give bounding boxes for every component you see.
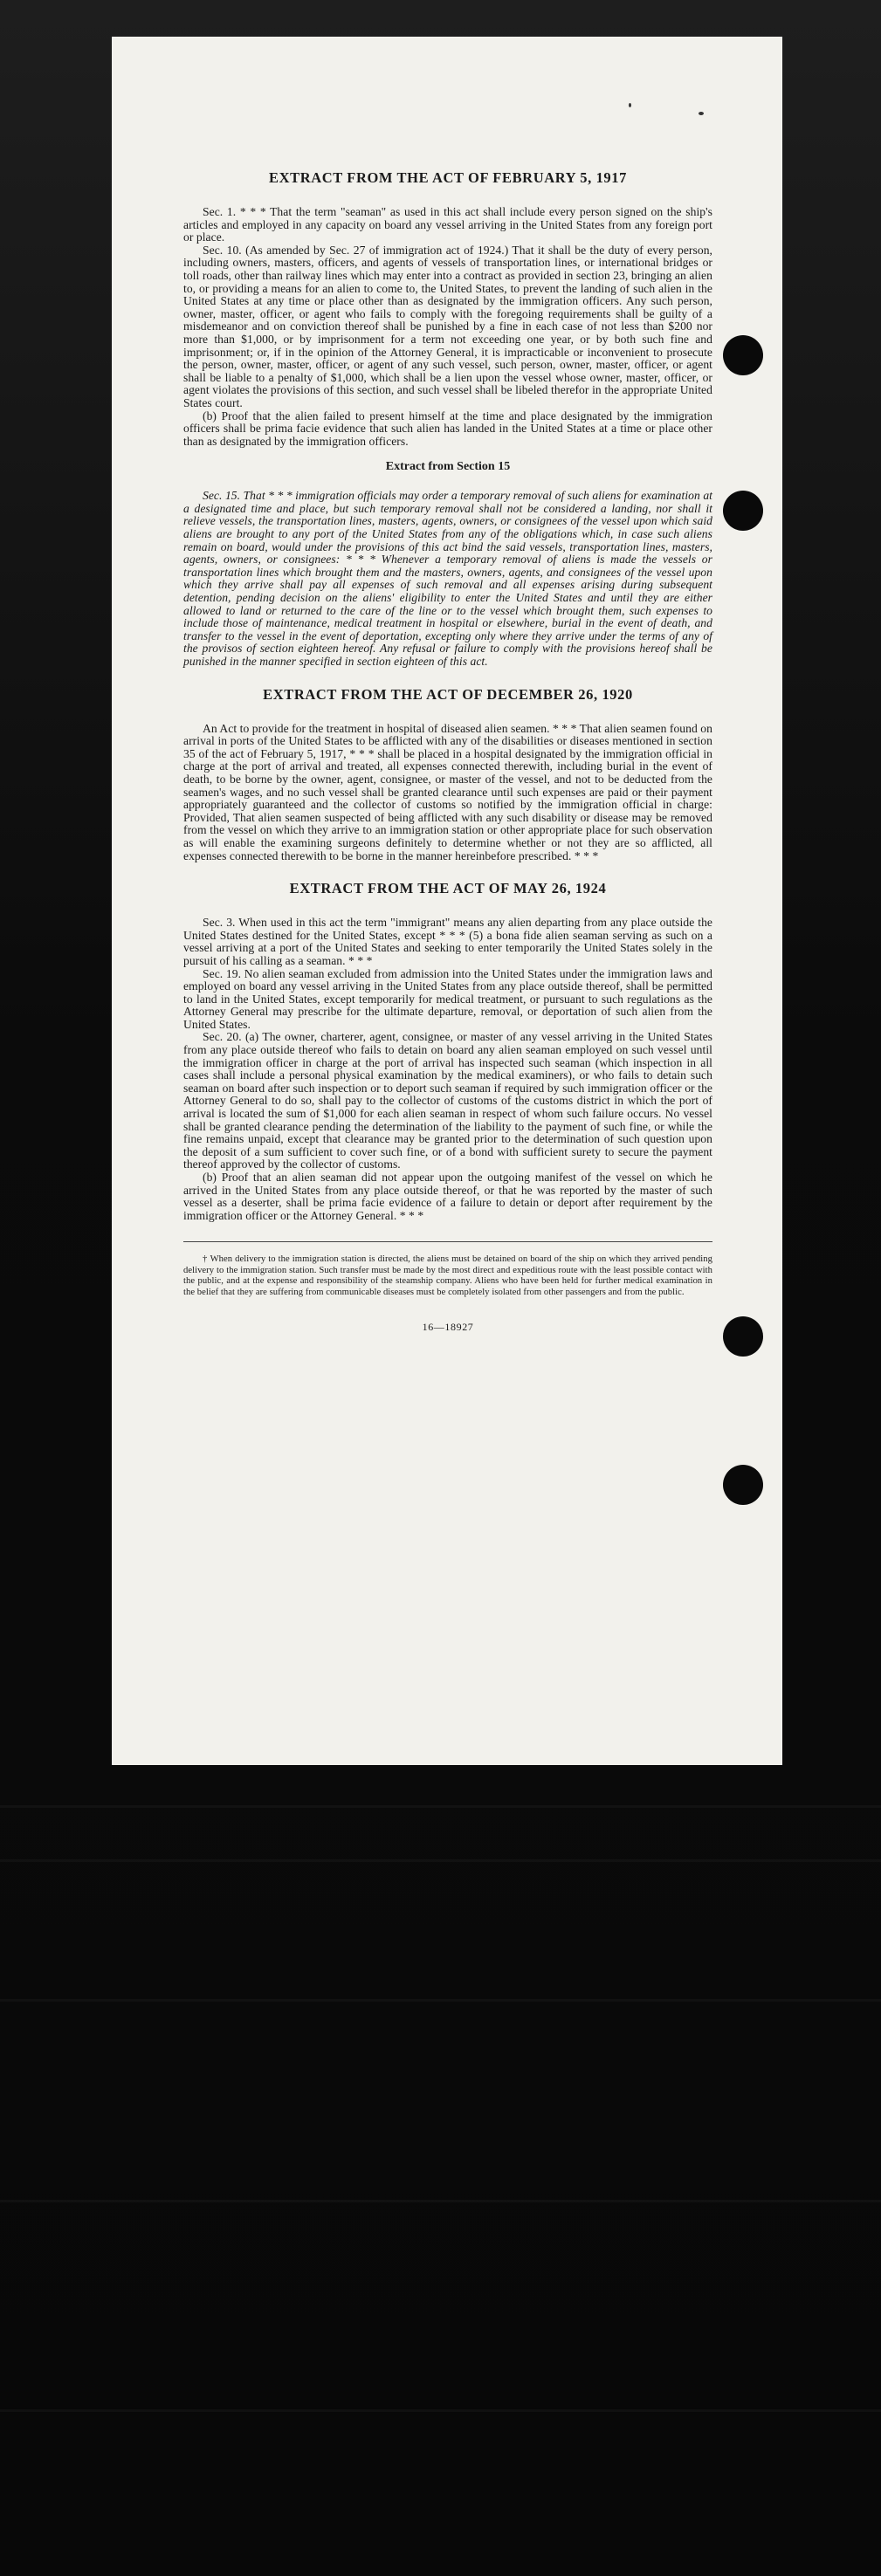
ink-speck [629,103,631,107]
footnote-divider [183,1241,712,1242]
heading-act-1924: EXTRACT FROM THE ACT OF MAY 26, 1924 [289,880,607,897]
paragraph-sec19-1924: Sec. 19. No alien seaman excluded from admission into the United States under the immigration laws and employed on board any vessel arriving in the United States from any place outside thereof, shall be permitted to land in the United States, except temporarily for medical treatment, or pursuant to such regulations as the Attorney General may prescribe for the ultimate departure, removal, or deportation of such alien from the United States. [183,966,712,1031]
document-page [112,37,782,1765]
heading-act-1920: EXTRACT FROM THE ACT OF DECEMBER 26, 1920 [263,685,633,703]
paragraph-sec3-1924: Sec. 3. When used in this act the term "immigrant" means any alien departing from any place outside the United States destined for the United States, except * * * (5) a bona fide alien seaman serving as such on a vessel arriving at a port of the United States and seeking to enter temporarily the United States solely in the pursuit of his calling as a seaman. * * * [183,916,712,967]
footnote: † When delivery to the immigration station is directed, the aliens must be detained on board of the ship on which they arrived pending delivery to the immigration station. Such transfer must be made by the most direct and expeditious route with the least possible contact with the public, and at the expense and responsibility of the steamship company. Aliens who have been held for further medical examination in the belief that they are suffering from communicable diseases must be completely isolated from other passengers and from the public. [183,1254,712,1297]
paragraph-proof-1917: (b) Proof that the alien failed to present himself at the time and place designated by the immigration officers shall be prima facie evidence that such alien has landed in the United States at a time or place other than as designated by the immigration officers. [183,409,712,448]
punch-hole [723,491,763,531]
ink-speck [699,112,704,115]
paragraph-sec20-1924: Sec. 20. (a) The owner, charterer, agent, consignee, or master of any vessel arriving in the United States from any place outside thereof who fails to detain on board any alien seaman employed on such vessel until the immigration officer in charge at the port of arrival has inspected such seaman (which inspection in all cases shall include a personal physical examination by the medical examiners), or who fails to detain such seaman on board after such inspection or to deport such seaman if required by such immigration officer or the Attorney General to do so, shall pay to the collector of customs of the customs district in which the port of arrival is located the sum of $1,000 for each alien seaman in respect of whom such failure occurs. No vessel shall be granted clearance pending the determination of the liability to the payment of such fine, or while the fine remains unpaid, except that clearance may be granted prior to the determination of such question upon the deposit of a sum sufficient to cover such fine, or of a bond with sufficient surety to secure the payment thereof approved by the collector of customs. [183,1030,712,1171]
page-number: 16—18927 [422,1321,474,1333]
paragraph-sec15: Sec. 15. That * * * immigration officials may order a temporary removal of such aliens for examination at a designated time and place, but such temporary removal shall not be considered a landing, nor shall it relieve vessels, the transportation lines, masters, agents, owners, or consignees of the vessel upon which said aliens are brought to any port of the United States from any of the obligations which, in case such aliens remain on board, would under the provisions of this act bind the said vessels, transportation lines, masters, agents, owners, or consignees: * * * Whenever a temporary removal of aliens is made the vessels or transportation lines which brought them and the masters, owners, agents, and consignees of the vessel upon which they arrive shall pay all expenses of such removal and all expenses arising during subsequent detention, pending decision on the aliens' eligibility to enter the United States and until they are either allowed to land or returned to the care of the line or to the vessel which brought them, such expenses to include those of maintenance, medical treatment in hospital or elsewhere, burial in the event of death, and transfer to the vessel in the event of deportation, excepting only where they arrive under the terms of any of the provisos of section eighteen hereof. Any refusal or failure to comply with the provisions hereof shall be punished in the manner specified in section eighteen of this act. [183,489,712,668]
paragraph-sec10-1917: Sec. 10. (As amended by Sec. 27 of immigration act of 1924.) That it shall be the duty of every person, including owners, masters, officers, and agents of vessels of transportation lines, or international bridges or toll roads, other than railway lines which may enter into a contract as provided in section 23, bringing an alien to, or providing a means for an alien to come to, the United States, to prevent the landing of such alien in the United States at any time or place other than as designated by the immigration officers. Any such person, owner, master, officer, or agent who fails to comply with the foregoing requirements shall be guilty of a misdemeanor and on conviction thereof shall be punished by a fine in each case of not less than $200 nor more than $1,000, or by imprisonment for a term not exceeding one year, or by both such fine and imprisonment; or, if in the opinion of the Attorney General, it is impracticable or inconvenient to prosecute the person, owner, master, officer, or agent of any such vessel, such person, owner, master, officer, or agent shall be liable to a penalty of $1,000, which shall be a lien upon the vessel whose owner, master, officer, or agent violates the provisions of this section, and such vessel shall be libeled therefor in the appropriate United States court. [183,243,712,409]
paragraph-proof-1924: (b) Proof that an alien seaman did not appear upon the outgoing manifest of the vessel on which he arrived in the United States from any place outside thereof, or that he was reported by the master of such vessel as a deserter, shall be prima facie evidence of a failure to detain or deport after requirement by the immigration officer or the Attorney General. * * * [183,1171,712,1222]
punch-hole [723,1465,763,1505]
punch-hole [723,1316,763,1357]
paragraph-sec1-1917: Sec. 1. * * * That the term "seaman" as used in this act shall include every person signed on the ship's articles and employed in any capacity on board any vessel arriving in the United States from any foreign port or place. [183,205,712,244]
heading-section-15: Extract from Section 15 [385,460,511,474]
punch-hole [723,335,763,375]
paragraph-act-1920: An Act to provide for the treatment in hospital of diseased alien seamen. * * * That alien seamen found on arrival in ports of the United States to be afflicted with any of the disabilities or diseases mentioned in section 35 of the act of February 5, 1917, * * * shall be placed in a hospital designated by the immigration official in charge at the port of arrival and treated, all expenses connected therewith, including burial in the event of death, to be borne by the owner, agent, consignee, or master of the vessel, and not to be deducted from the seamen's wages, and no such vessel shall be granted clearance until such expenses are paid or their payment appropriately guaranteed and the collector of customs so notified by the immigration official in charge: Provided, That alien seamen suspected of being afflicted with any such disability or disease may be removed from the vessel on which they arrive to an immigration station or other appropriate place for such observation as will enable the examining surgeons definitely to determine whether or not they are so afflicted, all expenses connected therewith to be borne in the manner hereinbefore prescribed. * * * [183,721,712,862]
heading-act-1917: EXTRACT FROM THE ACT OF FEBRUARY 5, 1917 [269,169,627,186]
